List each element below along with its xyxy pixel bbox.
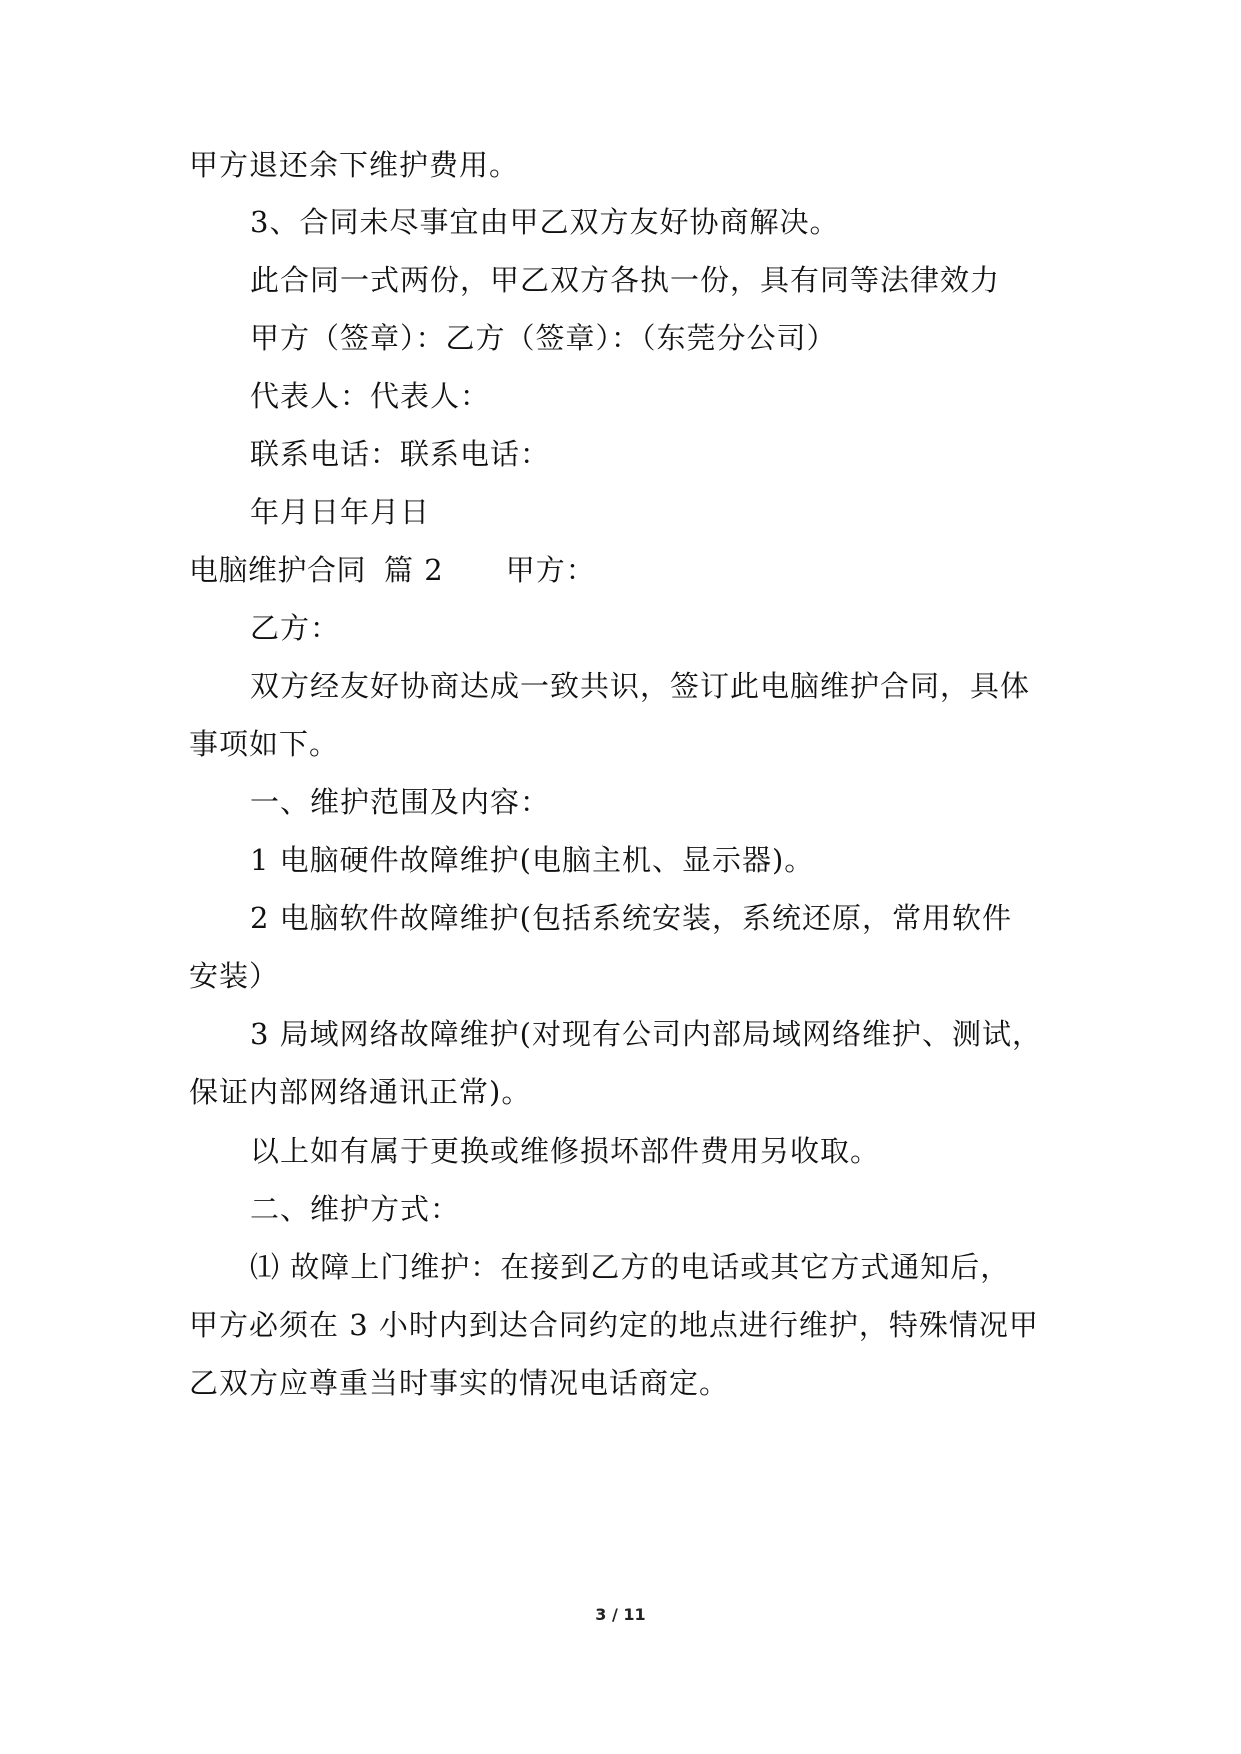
paragraph-line: 以上如有属于更换或维修损坏部件费用另收取。: [250, 1134, 881, 1168]
list-item: 1 电脑硬件故障维护(电脑主机、显示器)。: [250, 843, 815, 877]
paragraph-line: 乙双方应尊重当时事实的情况电话商定。: [189, 1366, 730, 1400]
phone-line: 联系电话：联系电话：: [250, 437, 551, 471]
date-line: 年月日年月日: [250, 495, 431, 529]
representative-line: 代表人：代表人：: [250, 379, 491, 413]
signature-line: 甲方（签章）：乙方（签章）：（东莞分公司）: [250, 321, 837, 355]
list-item: 2 电脑软件故障维护(包括系统安装，系统还原，常用软件: [250, 901, 1012, 935]
heading-title: 电脑维护合同: [189, 553, 367, 587]
paragraph-line: 事项如下。: [189, 727, 340, 761]
section-title: 一、维护范围及内容：: [250, 785, 551, 819]
heading-part: 篇 2: [384, 553, 444, 587]
party-line: 乙方：: [250, 611, 341, 645]
heading-party: 甲方：: [505, 553, 596, 587]
list-item-continuation: 保证内部网络通讯正常)。: [189, 1075, 532, 1109]
list-item: ⑴ 故障上门维护：在接到乙方的电话或其它方式通知后，: [250, 1250, 1011, 1284]
paragraph-line: 双方经友好协商达成一致共识，签订此电脑维护合同，具体: [250, 669, 1031, 703]
page-number: 3 / 11: [595, 1605, 646, 1624]
paragraph-line: 甲方退还余下维护费用。: [189, 148, 520, 182]
paragraph-line: 甲方必须在 3 小时内到达合同约定的地点进行维护，特殊情况甲: [189, 1308, 1039, 1342]
paragraph-line: 此合同一式两份，甲乙双方各执一份，具有同等法律效力: [250, 263, 1001, 297]
section-heading: [189, 552, 1069, 588]
section-title: 二、维护方式：: [250, 1192, 461, 1226]
list-item-continuation: 安装）: [189, 959, 280, 993]
list-item: 3 局域网络故障维护(对现有公司内部局域网络维护、测试，: [250, 1017, 1042, 1051]
paragraph-line: 3、合同未尽事宜由甲乙双方友好协商解决。: [250, 205, 840, 239]
